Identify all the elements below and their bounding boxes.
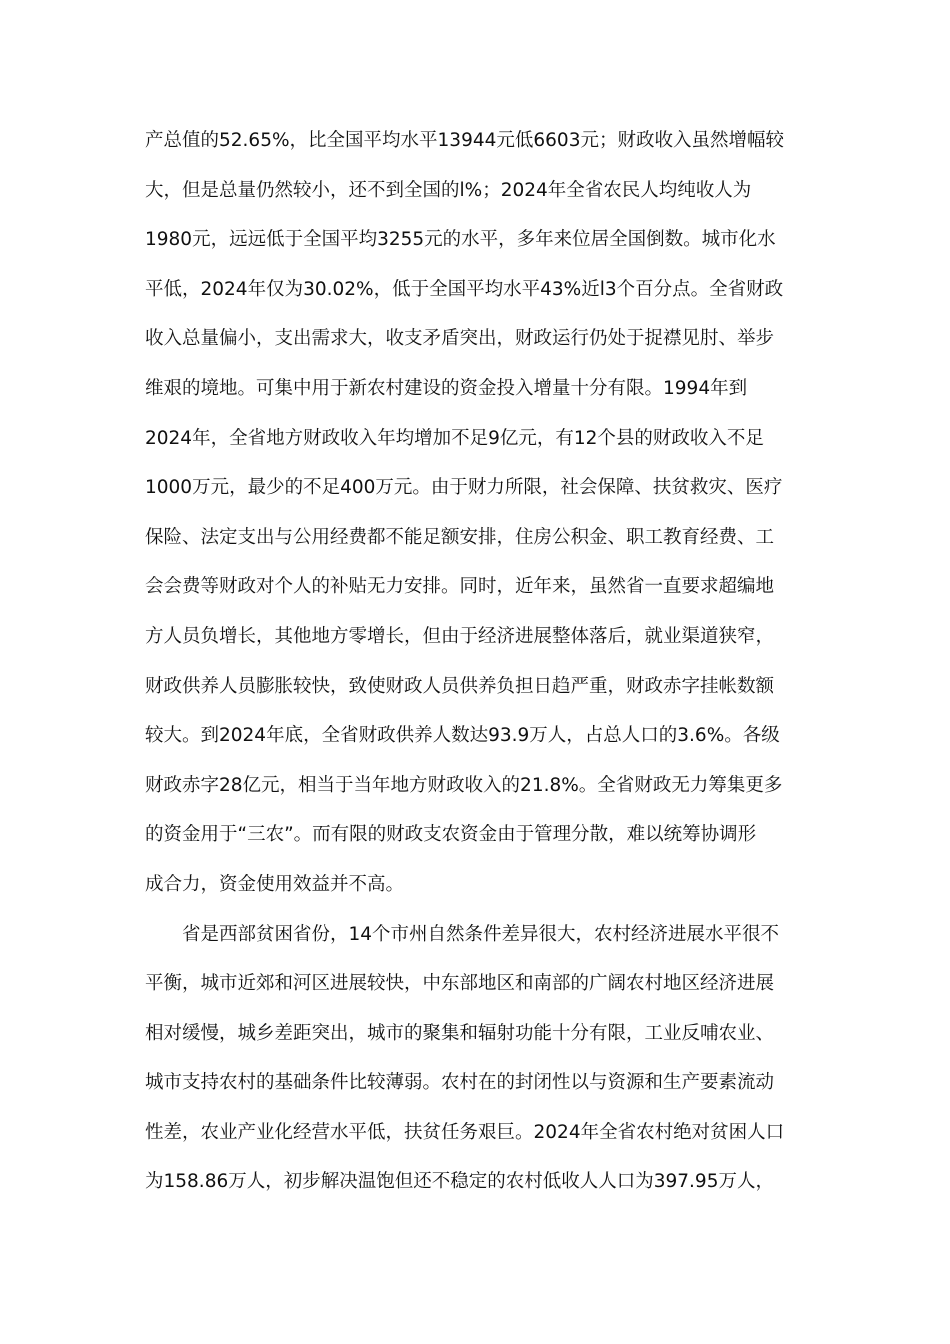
- text-line: 财政赤字28亿元，相当于当年地方财政收入的21.8%。全省财政无力筹集更多: [145, 774, 783, 796]
- text-line: 较大。到2024年底，全省财政供养人数达93.9万人，占总人口的3.6%。各级: [145, 725, 780, 747]
- text-line: 城市支持农村的基础条件比较薄弱。农村在的封闭性以与资源和生产要素流动: [145, 1072, 775, 1094]
- text-line: 1980元，远远低于全国平均3255元的水平，多年来位居全国倒数。城市化水: [145, 229, 776, 251]
- text-line: 成合力，资金使用效益并不高。: [145, 873, 405, 895]
- text-line: 的资金用于“三农”。而有限的财政支农资金由于管理分散，难以统筹协调形: [145, 824, 757, 846]
- text-line: 相对缓慢，城乡差距突出，城市的聚集和辐射功能十分有限，工业反哺农业、: [145, 1022, 775, 1044]
- text-line: 为158.86万人，初步解决温饱但还不稳定的农村低收人人口为397.95万人，: [145, 1171, 774, 1193]
- text-line: 2024年，全省地方财政收入年均增加不足9亿元，有12个县的财政收入不足: [145, 427, 764, 449]
- text-line: 1000万元，最少的不足400万元。由于财力所限，社会保障、扶贫救灾、医疗: [145, 477, 783, 499]
- text-line: 性差，农业产业化经营水平低，扶贫任务艰巨。2024年全省农村绝对贫困人口: [145, 1121, 785, 1143]
- text-line: 平低，2024年仅为30.02%，低于全国平均水平43%近l3个百分点。全省财政: [145, 278, 784, 300]
- text-line: 平衡，城市近郊和河区进展较快，中东部地区和南部的广阔农村地区经济进展: [145, 973, 775, 995]
- text-line: 收入总量偏小，支出需求大，收支矛盾突出，财政运行仍处于捉襟见肘、举步: [145, 328, 775, 350]
- text-line: 方人员负增长，其他地方零增长，但由于经济进展整体落后，就业渠道狭窄，: [145, 625, 775, 647]
- text-line: 省是西部贫困省份，14个市州自然条件差异很大，农村经济进展水平很不: [145, 923, 780, 945]
- text-line: 维艰的境地。可集中用于新农村建设的资金投入增量十分有限。1994年到: [145, 377, 748, 399]
- text-line: 财政供养人员膨胀较快，致使财政人员供养负担日趋严重，财政赤字挂帐数额: [145, 675, 775, 697]
- text-line: 保险、法定支出与公用经费都不能足额安排，住房公积金、职工教育经费、工: [145, 526, 775, 548]
- text-line: 产总值的52.65%，比全国平均水平13944元低6603元；财政收入虽然增幅较: [145, 130, 784, 151]
- text-line: 会会费等财政对个人的补贴无力安排。同时，近年来，虽然省一直要求超编地: [145, 576, 775, 598]
- text-line: 大，但是总量仍然较小，还不到全国的l%；2024年全省农民人均纯收人为: [145, 179, 752, 201]
- body-text: [145, 116, 810, 1207]
